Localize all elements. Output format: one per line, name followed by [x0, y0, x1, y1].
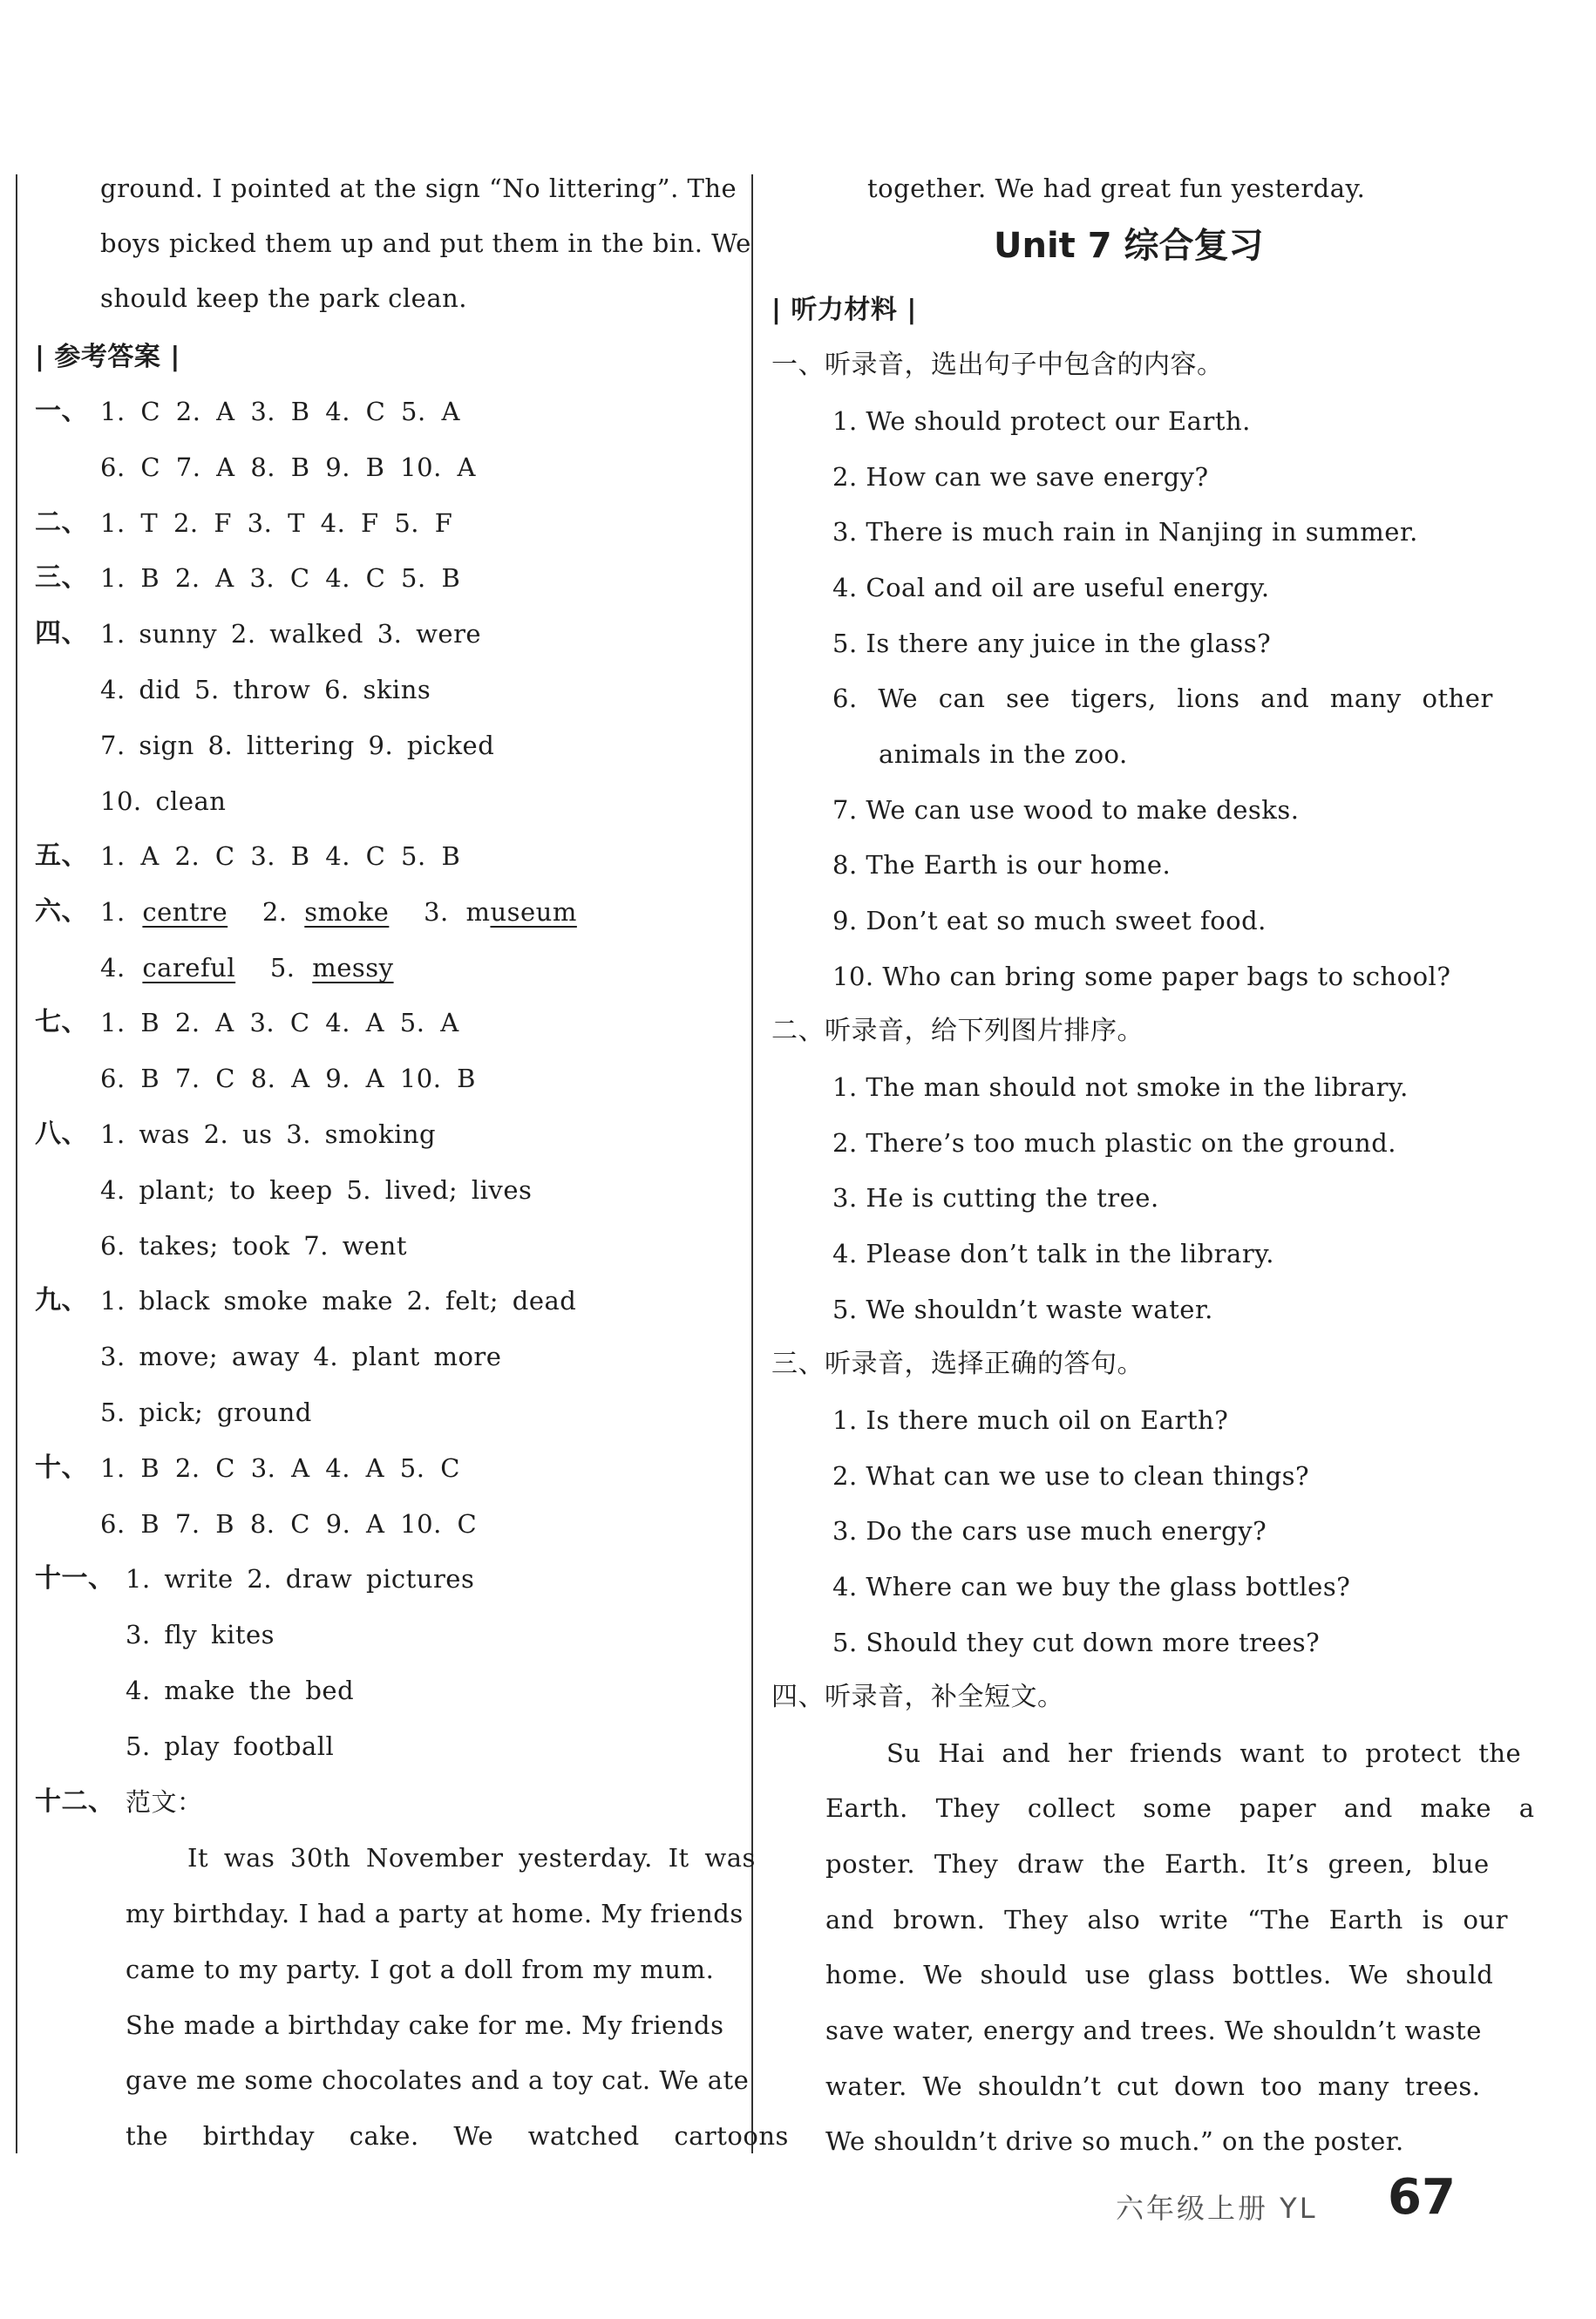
script-line: 3. Do the cars use much energy?: [832, 1516, 1267, 1546]
item-number: 1.: [100, 897, 126, 927]
answer-row: 5. play football: [126, 1731, 335, 1761]
script-line: 2. There’s too much plastic on the ground.: [832, 1128, 1397, 1158]
item-number: 4.: [100, 953, 126, 983]
left-margin-rule: [16, 174, 17, 2153]
underlined-word: smoke: [304, 897, 390, 927]
script-line: 9. Don’t eat so much sweet food.: [832, 906, 1267, 935]
script-line: 5. Should they cut down more trees?: [832, 1628, 1321, 1657]
script-line: 4. Please don’t talk in the library.: [832, 1239, 1274, 1268]
answer-row: 1. write 2. draw pictures: [126, 1564, 475, 1594]
unit-title: Unit 7 综合复习: [994, 226, 1264, 266]
answer-row: 1. A 2. C 3. B 4. C 5. B: [100, 841, 461, 871]
section-label: 九、: [35, 1285, 88, 1316]
answer-row: 1. B 2. A 3. C 4. C 5. B: [100, 563, 461, 593]
script-line: 8. The Earth is our home.: [832, 850, 1172, 880]
script-line: 7. We can use wood to make desks.: [832, 795, 1300, 825]
section-label: 十二、: [35, 1786, 115, 1817]
section-label: 一、: [35, 396, 88, 426]
essay-line: gave me some chocolates and a toy cat. We ate: [126, 2065, 750, 2095]
answer-row: 1. C 2. A 3. B 4. C 5. A: [100, 397, 460, 426]
section-label: 十一、: [35, 1563, 115, 1594]
essay-line: my birthday. I had a party at home. My friends: [126, 1899, 744, 1928]
part-heading: 一、听录音，选出句子中包含的内容。: [771, 350, 1224, 380]
answer-row: 6. B 7. B 8. C 9. A 10. C: [100, 1509, 478, 1539]
underlined-word: messy: [312, 953, 394, 983]
answers-heading: | 参考答案 |: [35, 342, 180, 372]
answer-row: 4. did 5. throw 6. skins: [100, 675, 431, 704]
part-heading: 三、听录音，选择正确的答句。: [771, 1349, 1144, 1379]
essay-line: together. We had great fun yesterday.: [867, 173, 1366, 203]
script-line: 1. The man should not smoke in the library.: [832, 1072, 1409, 1102]
word-prefix: m: [465, 897, 491, 927]
answer-row: 1. T 2. F 3. T 4. F 5. F: [100, 508, 453, 538]
section-label: 三、: [35, 562, 88, 593]
section-label: 二、: [35, 507, 88, 538]
passage-line: and brown. They also write “The Earth is our: [825, 1905, 1508, 1935]
script-line: 5. We shouldn’t waste water.: [832, 1295, 1213, 1324]
story-line: boys picked them up and put them in the bin. We: [100, 228, 751, 258]
part-heading: 二、听录音，给下列图片排序。: [771, 1016, 1144, 1046]
answer-row: 1. B 2. C 3. A 4. A 5. C: [100, 1453, 460, 1483]
answer-row: 1. sunny 2. walked 3. were: [100, 619, 482, 649]
passage-line: water. We shouldn’t cut down too many trees.: [825, 2071, 1481, 2101]
passage-line: Su Hai and her friends want to protect the: [886, 1738, 1522, 1768]
passage-line: Earth. They collect some paper and make a: [825, 1793, 1535, 1823]
section-label: 八、: [35, 1119, 88, 1149]
script-line: 4. Where can we buy the glass bottles?: [832, 1572, 1351, 1602]
underlined-word: useum: [490, 897, 577, 927]
item-number: 3.: [424, 897, 449, 927]
answer-row: 1. was 2. us 3. smoking: [100, 1119, 437, 1149]
answer-row: 1. black smoke make 2. felt; dead: [100, 1286, 577, 1316]
answer-row: 6. C 7. A 8. B 9. B 10. A: [100, 452, 476, 482]
page-number: 67: [1388, 2169, 1456, 2226]
passage-line: home. We should use glass bottles. We should: [825, 1960, 1494, 1989]
passage-line: save water, energy and trees. We shouldn’t waste: [825, 2016, 1482, 2045]
script-line: 1. We should protect our Earth.: [832, 406, 1251, 436]
item-number: 5.: [269, 953, 295, 983]
script-line: 6. We can see tigers, lions and many other: [832, 683, 1493, 713]
section-label: 五、: [35, 840, 88, 871]
story-line: ground. I pointed at the sign “No littering”. The: [100, 173, 737, 203]
script-line: 1. Is there much oil on Earth?: [832, 1405, 1229, 1435]
sample-essay-title: 范文：: [126, 1787, 203, 1817]
script-line: 2. How can we save energy?: [832, 462, 1209, 492]
answer-row: [100, 894, 577, 929]
script-line: 2. What can we use to clean things?: [832, 1461, 1310, 1491]
essay-line: came to my party. I got a doll from my mum.: [126, 1955, 715, 1984]
answer-row: [100, 950, 394, 985]
underlined-word: careful: [142, 953, 236, 983]
script-line: 5. Is there any juice in the glass?: [832, 629, 1272, 658]
answer-row: 3. fly kites: [126, 1620, 275, 1649]
answer-row: 6. takes; took 7. went: [100, 1231, 408, 1261]
underlined-word: centre: [142, 897, 228, 927]
essay-line: the birthday cake. We watched cartoons: [126, 2121, 789, 2151]
answer-row: 5. pick; ground: [100, 1398, 312, 1427]
passage-line: We shouldn’t drive so much.” on the poster.: [825, 2126, 1404, 2156]
script-line: 3. He is cutting the tree.: [832, 1183, 1159, 1213]
part-heading: 四、听录音，补全短文。: [771, 1682, 1064, 1712]
listening-heading: | 听力材料 |: [771, 295, 917, 325]
section-label: 四、: [35, 618, 88, 649]
answer-row: 3. move; away 4. plant more: [100, 1342, 502, 1371]
answer-row: 4. plant; to keep 5. lived; lives: [100, 1175, 533, 1205]
answer-row: 4. make the bed: [126, 1676, 355, 1705]
answer-row: 1. B 2. A 3. C 4. A 5. A: [100, 1008, 459, 1037]
script-line: 10. Who can bring some paper bags to school?: [832, 962, 1451, 991]
answer-row: 7. sign 8. littering 9. picked: [100, 731, 495, 760]
passage-line: poster. They draw the Earth. It’s green, blue: [825, 1849, 1490, 1879]
item-number: 2.: [261, 897, 288, 927]
answer-row: 10. clean: [100, 786, 227, 816]
essay-line: It was 30th November yesterday. It was: [187, 1843, 756, 1873]
section-label: 十、: [35, 1452, 88, 1483]
script-line: 3. There is much rain in Nanjing in summer.: [832, 517, 1418, 547]
essay-line: She made a birthday cake for me. My friends: [126, 2010, 724, 2040]
section-label: 七、: [35, 1007, 88, 1037]
story-line: should keep the park clean.: [100, 283, 468, 313]
answer-row: 6. B 7. C 8. A 9. A 10. B: [100, 1064, 476, 1093]
script-line: animals in the zoo.: [879, 739, 1128, 769]
section-label: 六、: [35, 896, 88, 927]
script-line: 4. Coal and oil are useful energy.: [832, 573, 1270, 602]
grade-label: 六年级上册 YL: [1116, 2192, 1318, 2225]
